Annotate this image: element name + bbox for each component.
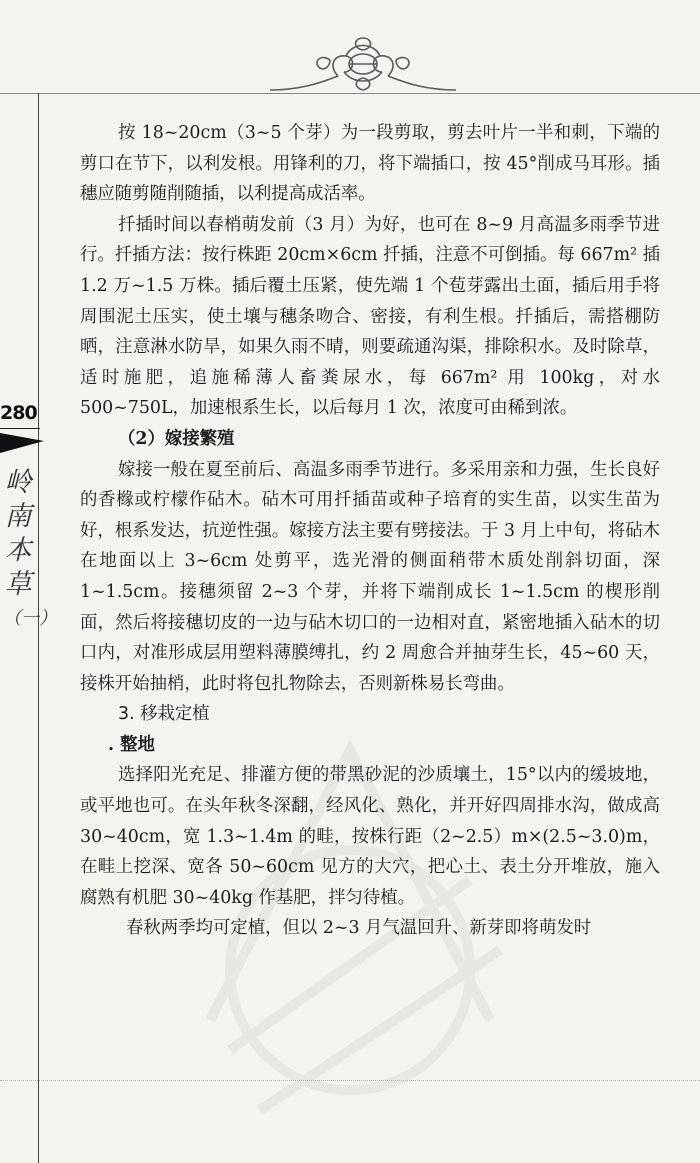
header-rule — [0, 93, 700, 94]
page-number: 280 — [0, 402, 37, 424]
running-title — [3, 466, 57, 636]
body-text — [80, 118, 660, 944]
running-title-char: 本 — [4, 535, 32, 566]
heading-grafting: （2）嫁接繁殖 — [118, 428, 235, 449]
running-title-char: 草 — [4, 569, 32, 600]
heading-transplanting: 3. 移栽定植 — [118, 704, 210, 725]
footer-rule — [0, 1080, 700, 1081]
running-title-volume: （一） — [3, 608, 57, 629]
page-number-rule — [0, 428, 40, 429]
paragraph-cutting-prep: 按 18~20cm（3~5 个芽）为一段剪取，剪去叶片一半和刺，下端的剪口在节下，以利发根。用锋利的刀，将下端插口，按 45°削成马耳形。插穗应随剪随削随插，以利提高成活率。 — [80, 123, 660, 205]
running-title-char: 南 — [4, 501, 32, 532]
running-title-char: 岭 — [4, 467, 32, 498]
decorative-knot-ornament — [268, 28, 458, 94]
paragraph-land-preparation: 选择阳光充足、排灌方便的带黑砂泥的沙质壤土，15°以内的缓坡地，或平地也可。在头年秋冬深翻，经风化、熟化，并开好四周排水沟，做成高 30~40cm，宽 1.3~1.4m 的畦，按株行距（2~2.5）m×(2.5~3.0)m，在畦上挖深、宽各 50~60cm 见方的大穴，把心土、表土分开堆放，施入腐熟有机肥 30~40kg 作基肥，拌匀待植。 — [80, 765, 660, 908]
paragraph-cutting-method: 扦插时间以春梢萌发前（3 月）为好，也可在 8~9 月高温多雨季节进行。扦插方法：按行株距 20cm×6cm 扦插，注意不可倒插。每 667m² 插 1.2 万~1.5 万株。插后覆土压紧，使先端 1 个苞芽露出土面，插后用手将周围泥土压实，使土壤与穗条吻合、密接，有利生根。扦插后，需搭棚防晒，注意淋水防旱，如果久雨不晴，则要疏通沟渠，排除积水。及时除草，适时施肥，追施稀薄人畜粪尿水，每 667m² 用 100kg，对水 500~750L，加速根系生长，以后每月 1 次，浓度可由稀到浓。 — [80, 214, 660, 419]
paragraph-grafting: 嫁接一般在夏至前后、高温多雨季节进行。多采用亲和力强，生长良好的香橼或柠檬作砧木。砧木可用扦插苗或种子培育的实生苗，以实生苗为好，根系发达，抗逆性强。嫁接方法主要有劈接法。于 3 月上中旬，将砧木在地面以上 3~6cm 处剪平，选光滑的侧面稍带木质处削斜切面，深 1~1.5cm。接穗须留 2~3 个芽，并将下端削成长 1~1.5cm 的楔形削面，然后将接穗切皮的一边与砧木切口的一边相对直，紧密地插入砧木的切口内，对准形成层用塑料薄膜缚扎，约 2 周愈合并抽芽生长，45~60 天，接株开始抽梢，此时将包扎物除去，否则新株易长弯曲。 — [80, 459, 660, 694]
heading-land-preparation: . 整地 — [108, 734, 155, 755]
page-tab-marker — [0, 433, 44, 453]
paragraph-planting-time: 春秋两季均可定植，但以 2~3 月气温回升、新芽即将萌发时 — [126, 918, 592, 939]
